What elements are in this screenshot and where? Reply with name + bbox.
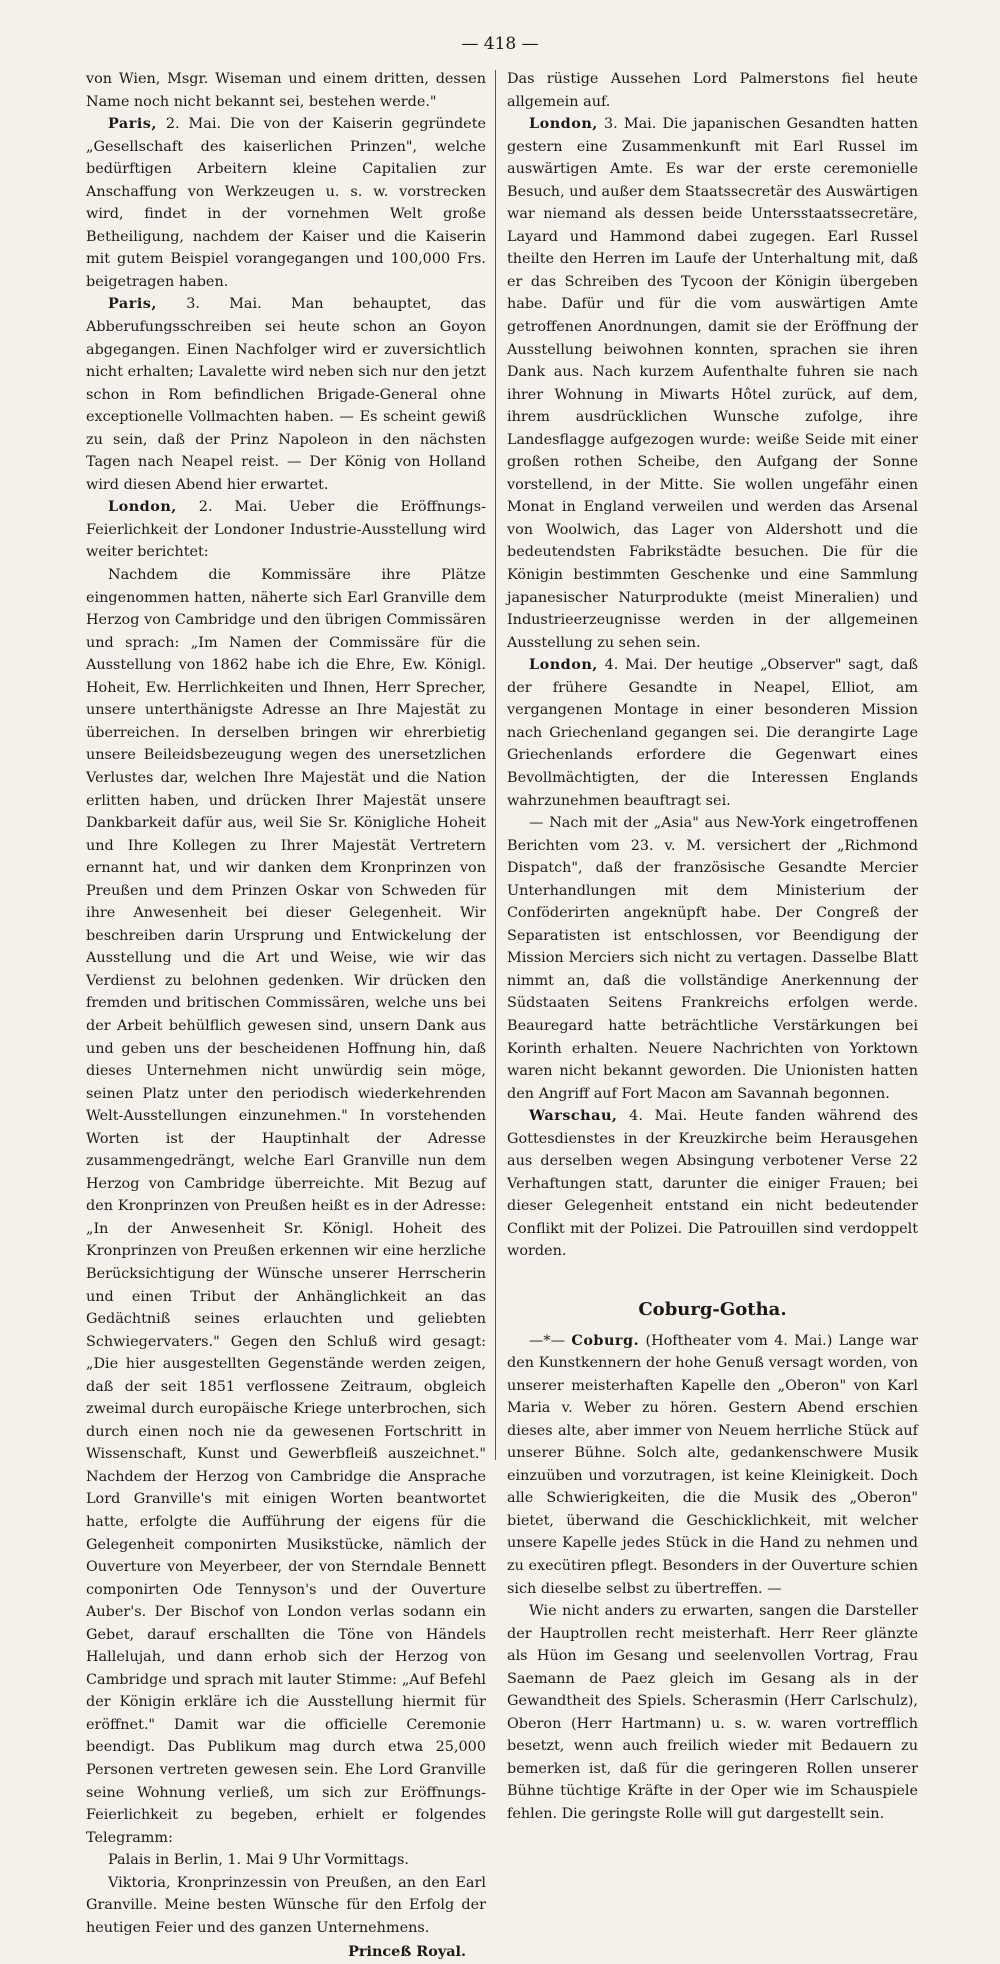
article-text: 3. Mai. Man behauptet, das Abberufungsschreiben sei heute schon an Goyon abgegangen. Einen Nachfolger wird er zuversichtlich nicht erhalten; Lavalette wird neben sich nur den jetzt schon in Rom befindlichen Brigade-General ohne exceptionelle Vollmachten haben. — Es scheint gewiß zu sein, daß der Prinz Napoleon in den nächsten Tagen nach Neapel reist. — Der König von Holland wird diesen Abend hier erwartet. <box>86 296 486 493</box>
article-text: 4. Mai. Der heutige „Observer" sagt, daß der frühere Gesandte in Neapel, Elliot, am vergangenen Montage in einer besonderen Mission nach Griechenland gegangen sei. Die derangirte Lage Griechenlands erfordere die Gegenwart eines Bevollmächtigten, der die Interessen Englands wahrzunehmen beauftragt sei. <box>507 657 918 809</box>
dateline-place: London, <box>529 656 598 674</box>
article-warschau <box>507 1105 918 1263</box>
dateline-place: Coburg. <box>571 1331 640 1349</box>
article-text: (Hoftheater vom 4. Mai.) Lange war den Kunstkennern der hohe Genuß versagt worden, von unserer meisterhaften Kapelle den „Oberon" von Karl Maria v. Weber zu hören. Gestern Abend erschien dieses alte, aber immer von Neuem herrliche Stück auf unserer Bühne. Solch alte, gedankenschwere Musik einzuüben und vorzutragen, ist keine Kleinigkeit. Doch alle Schwierigkeiten, die die Musik des „Oberon" bietet, überwand die Geschicklichkeit, mit welcher unsere Kapelle jedes Stück in die Hand zu nehmen und zu execütiren pflegt. Besonders in der Ouverture schien sich dieselbe selbst zu übertreffen. — <box>507 1332 918 1597</box>
article-london-1 <box>86 496 486 564</box>
article-marker: —*— <box>529 1332 572 1349</box>
article-text: 2. Mai. Ueber die Eröffnungs-Feierlichkeit der Londoner Industrie-Ausstellung wird weiter berichtet: <box>86 499 486 561</box>
left-column <box>86 68 486 1964</box>
dateline-place: London, <box>529 115 598 133</box>
article-paragraph: — Nach mit der „Asia" aus New-York eingetroffenen Berichten vom 23. v. M. versichert der „Richmond Dispatch", daß der französische Gesandte Mercier Unterhandlungen mit dem Ministerium der Conföderirten angeknüpft habe. Der Congreß der Separatisten ist entschlossen, vor Beendigung der Mission Merciers sich nicht zu vertagen. Dasselbe Blatt nimmt an, daß die vollständige Anerkennung der Südstaaten Seitens Frankreichs erfolgen werde. Beauregard hatte beträchtliche Verstärkungen bei Korinth erhalten. Neuere Nachrichten von Yorktown waren nicht bekannt geworden. Die Unionisten hatten den Angriff auf Fort Macon am Savannah begonnen. <box>507 815 918 1102</box>
page-number: — 418 — <box>461 34 539 54</box>
article-paris-1 <box>86 113 486 293</box>
article-coburg <box>507 1330 918 1601</box>
dateline-place: London, <box>108 498 177 516</box>
article-paragraph: Wie nicht anders zu erwarten, sangen die Darsteller der Hauptrollen recht meisterhaft. Herr Reer glänzte als Hüon im Gesang und seelenvollen Vortrag, Frau Saemann de Paez gleich im Gesang als in der Gewandtheit des Spiels. Scherasmin (Herr Carlschulz), Oberon (Herr Hartmann) u. s. w. waren vortrefflich besetzt, wenn auch freilich wieder mit Bedauern zu bemerken ist, daß für die geringeren Rollen unserer Bühne tüchtige Kräfte in der Oper wie im Schauspiele fehlen. Die geringste Rolle will gut dargestellt sein. <box>507 1603 918 1823</box>
article-london-3 <box>507 654 918 812</box>
article-paris-2 <box>86 293 486 496</box>
column-divider <box>495 70 496 1460</box>
article-paragraph: Das rüstige Aussehen Lord Palmerstons fiel heute allgemein auf. <box>507 71 918 110</box>
article-paragraph: Nachdem die Kommissäre ihre Plätze eingenommen hatten, näherte sich Earl Granville dem Herzog von Cambridge und den übrigen Commissären und sprach: „Im Namen der Commissäre für die Ausstellung von 1862 habe ich die Ehre, Ew. Königl. Hoheit, Ew. Herrlichkeiten und Ihnen, Herr Sprecher, unsere unterthänigste Adresse an Ihre Majestät zu überreichen. In derselben bringen wir ehrerbietig unsere Beileidsbezeugung wegen des unersetzlichen Verlustes dar, welchen Ihre Majestät und die Nation erlitten haben, und drücken Ihrer Majestät unsere Dankbarkeit dafür aus, weil Sie Sr. Königliche Hoheit und Ihre Kollegen zu Ihrer Majestät Vertretern ernannt hat, und wir danken dem Kronprinzen von Preußen und dem Prinzen Oskar von Schweden für ihre Anwesenheit bei dieser Gelegenheit. Wir beschreiben darin Ursprung und Entwickelung der Ausstellung und die Art und Weise, wie wir das Verdienst zu belohnen gedenken. Wir drücken den fremden und britischen Commissären, welche uns bei der Arbeit behülflich gewesen sind, unsern Dank aus und geben uns der bescheidenen Hoffnung hin, daß dieses Unternehmen nicht unwürdig sein möge, seinen Platz unter den periodisch wiederkehrenden Welt-Ausstellungen einzunehmen." In vorstehenden Worten ist der Hauptinhalt der Adresse zusammengedrängt, welche Earl Granville nun dem Herzog von Cambridge überreichte. Mit Bezug auf den Kronprinzen von Preußen heißt es in der Adresse: „In der Anwesenheit Sr. Königl. Hoheit des Kronprinzen von Preußen erkennen wir eine herzliche Berücksichtigung der Wünsche unserer Herrscherin und einen Tribut der Anhänglichkeit an das Gedächtniß seines erlauchten und geliebten Schwiegervaters." Gegen den Schluß wird gesagt: „Die hier ausgestellten Gegenstände werden zeigen, daß der seit 1851 verflossene Zeitraum, obgleich zweimal durch europäische Kriege unterbrochen, sich durch einen noch nie da gewesenen Fortschritt in Wissenschaft, Kunst und Gewerbfleiß auszeichnet." Nachdem der Herzog von Cambridge die Ansprache Lord Granville's mit einigen Worten beantwortet hatte, erfolgte die Aufführung der eigens für die Gelegenheit componirten Musikstücke, nämlich der Ouverture von Meyerbeer, der von Sterndale Bennett componirten Ode Tennyson's und der Ouverture Auber's. Der Bischof von London verlas sodann ein Gebet, darauf erschallten die Töne von Händels Hallelujah, und dann erhob sich der Herzog von Cambridge und sprach mit lauter Stimme: „Auf Befehl der Königin erkläre ich die Ausstellung hiermit für eröffnet." Damit war die officielle Ceremonie beendigt. Das Publikum mag durch etwa 25,000 Personen vertreten gewesen sein. Ehe Lord Granville seine Wohnung verließ, um sich zur Eröffnungs-Feierlichkeit zu begeben, erhielt er folgendes Telegramm: <box>86 567 486 1846</box>
telegram-header: Palais in Berlin, 1. Mai 9 Uhr Vormittags. <box>108 1852 409 1869</box>
right-column <box>507 68 918 1826</box>
article-text: 3. Mai. Die japanischen Gesandten hatten gestern eine Zusammenkunft mit Earl Russel im auswärtigen Amte. Es war der erste ceremonielle Besuch, und außer dem Staatssecretär des Auswärtigen war niemand als dessen beide Untersstaatssecretäre, Layard und Hammond dabei zugegen. Earl Russel theilte den Herren im Laufe der Unterhaltung mit, daß er das Schreiben des Tycoon der Königin übergeben habe. Dafür und für die vom auswärtigen Amte getroffenen Anordnungen, damit sie der Eröffnung der Ausstellung beiwohnen konnten, sprachen sie ihren Dank aus. Nach kurzem Aufenthalte fuhren sie nach ihrer Wohnung in Miwarts Hôtel zurück, auf dem, ihrem ausdrücklichen Wunsche zufolge, ihre Landesflagge aufgezogen wurde: weiße Seide mit einer großen rothen Scheibe, den Aufgang der Sonne vorstellend, in der Mitte. Sie wollen ungefähr einen Monat in England verweilen und werden das Arsenal von Woolwich, das Lager von Aldershott und die bedeutendsten Fabrikstädte besuchen. Die für die Königin bestimmten Geschenke und eine Sammlung japanesischer Naturprodukte (meist Mineralien) und Industrieerzeugnisse werden in der allgemeinen Ausstellung zu sehen sein. <box>507 116 918 651</box>
dateline-place: Paris, <box>108 115 157 133</box>
telegram-signature: Princeß Royal. <box>348 1943 466 1961</box>
article-text: 4. Mai. Heute fanden während des Gottesdienstes in der Kreuzkirche beim Herausgehen aus derselben wegen Absingung verbotener Verse 22 Verhaftungen statt, darunter die einiger Frauen; bei dieser Gelegenheit entstand ein nicht bedeutender Conflikt mit der Polizei. Die Patrouillen sind verdoppelt worden. <box>507 1108 918 1260</box>
section-title: Coburg-Gotha. <box>638 1298 787 1320</box>
telegram-body: Viktoria, Kronprinzessin von Preußen, an den Earl Granville. Meine besten Wünsche für den Erfolg der heutigen Feier und des ganzen Unternehmens. <box>86 1874 486 1936</box>
article-text: 2. Mai. Die von der Kaiserin gegründete „Gesellschaft des kaiserlichen Prinzen", welche bedürftigen Arbeitern kleine Capitalien zur Anschaffung von Werkzeugen u. s. w. vorstrecken wird, findet in der vornehmen Welt große Betheiligung, nachdem der Kaiser und die Kaiserin mit gutem Beispiel vorangegangen und 100,000 Frs. beigetragen haben. <box>86 116 486 290</box>
dateline-place: Paris, <box>108 295 157 313</box>
article-london-2 <box>507 113 918 654</box>
article-paragraph: von Wien, Msgr. Wiseman und einem dritten, dessen Name noch nicht bekannt sei, bestehen werde." <box>86 71 486 110</box>
dateline-place: Warschau, <box>529 1107 618 1125</box>
